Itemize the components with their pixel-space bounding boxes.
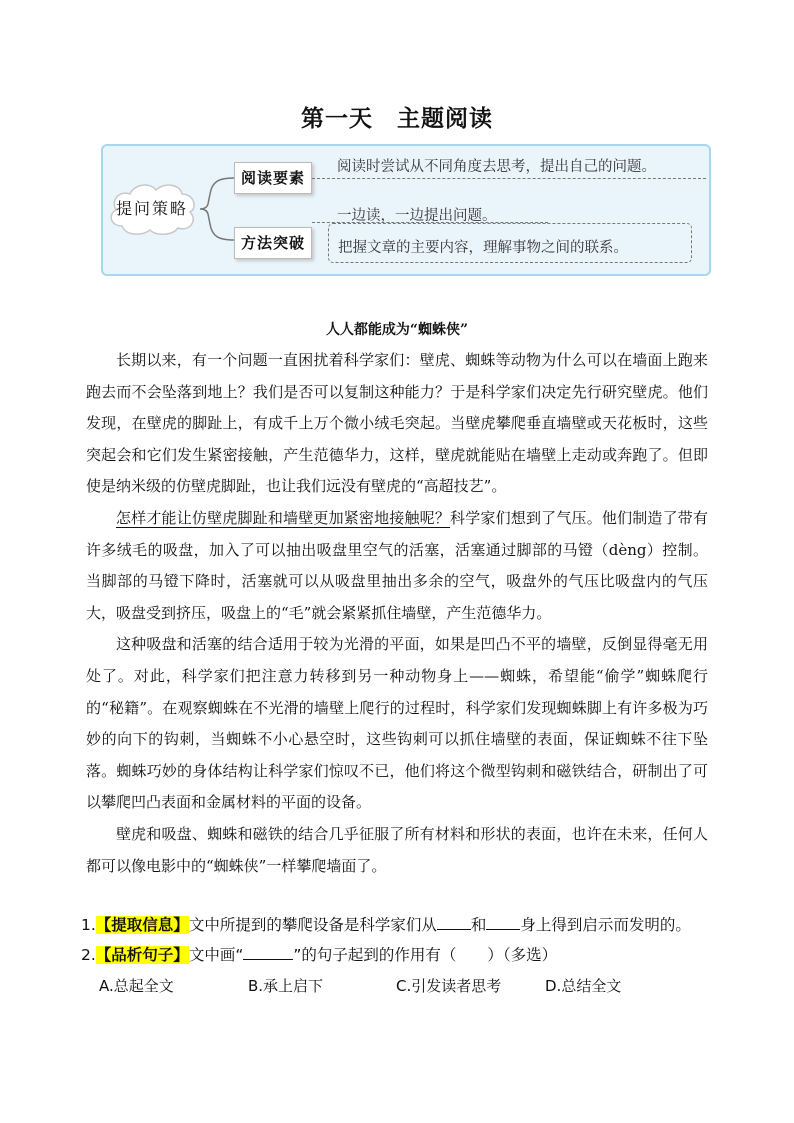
paragraph — [86, 503, 708, 629]
question-2 — [81, 943, 557, 965]
divider — [312, 178, 706, 179]
option-c[interactable]: C.引发读者思考 — [396, 977, 502, 995]
answer-blank[interactable] — [486, 929, 520, 930]
branch-connector — [198, 160, 238, 250]
paragraph-text: 科学家们想到了气压。他们制造了带有许多绒毛的吸盘，加入了可以抽出吸盘里空气的活塞，活塞通过脚部的马镫（dèng）控制。当脚部的马镫下降时，活塞就可以从吸盘里抽出多余的空气，吸盘外的气压比吸盘内的气压大，吸盘受到挤压，吸盘上的“毛”就会紧紧抓住墙壁，产生范德华力。 — [86, 508, 708, 622]
article-body — [86, 345, 708, 882]
underline-sample — [243, 959, 293, 960]
option-b[interactable]: B.承上启下 — [248, 977, 324, 995]
page-title: 第一天 主题阅读 — [301, 106, 493, 132]
underlined-sentence: 怎样才能让仿壁虎脚趾和墙壁更加紧密地接触呢？ — [116, 508, 451, 527]
question-tag: 【品析句子】 — [95, 946, 189, 964]
question-text: 和 — [470, 916, 487, 934]
question-number: 1. — [81, 916, 96, 934]
reading-element-text: 阅读时尝试从不同角度去思考，提出自己的问题。 — [337, 159, 656, 175]
strategy-name: 提问策略 — [115, 199, 188, 218]
answer-blank[interactable] — [437, 929, 471, 930]
question-text: 文中所提到的攀爬设备是科学家们从 — [188, 916, 437, 934]
question-text: ”的句子起到的作用有（ ）（多选） — [293, 946, 558, 964]
question-text: 文中画“ — [188, 946, 244, 964]
method-tag: 方法突破 — [234, 227, 312, 259]
option-d[interactable]: D.总结全文 — [545, 977, 622, 995]
method-text-1: 一边读，一边提出问题。 — [337, 208, 497, 224]
question-text: 身上得到启示而发明的。 — [520, 916, 691, 934]
article-title: 人人都能成为“蜘蛛侠” — [325, 322, 469, 338]
paragraph: 长期以来，有一个问题一直困扰着科学家们：壁虎、蜘蛛等动物为什么可以在墙面上跑来跑去而不会坠落到地上？我们是否可以复制这种能力？于是科学家们决定先行研究壁虎。他们发现，在壁虎的脚趾上，有成千上万个微小绒毛突起。当壁虎攀爬垂直墙壁或天花板时，这些突起会和它们发生紧密接触，产生范德华力，这样，壁虎就能贴在墙壁上走动或奔跑了。但即使是纳米级的仿壁虎脚趾，也让我们远没有壁虎的“高超技艺”。 — [86, 351, 708, 496]
paragraph: 这种吸盘和活塞的结合适用于较为光滑的平面，如果是凹凸不平的墙壁，反倒显得毫无用处了。对此，科学家们把注意力转移到另一种动物身上——蜘蛛，希望能“偷学”蜘蛛爬行的“秘籍”。在观察蜘蛛在不光滑的墙壁上爬行的过程时，科学家们发现蜘蛛脚上有许多极为巧妙的向下的钩刺，当蜘蛛不小心悬空时，这些钩刺可以抓住墙壁的表面，保证蜘蛛不往下坠落。蜘蛛巧妙的身体结构让科学家们惊叹不已，他们将这个微型钩刺和磁铁结合，研制出了可以攀爬凹凸表面和金属材料的平面的设备。 — [86, 635, 708, 812]
method-text-2: 把握文章的主要内容，理解事物之间的联系。 — [338, 240, 628, 256]
option-a[interactable]: A.总起全文 — [99, 977, 174, 995]
question-number: 2. — [81, 946, 96, 964]
question-1 — [81, 913, 691, 935]
reading-element-tag: 阅读要素 — [234, 162, 312, 194]
paragraph: 壁虎和吸盘、蜘蛛和磁铁的结合几乎征服了所有材料和形状的表面，也许在未来，任何人都可以像电影中的“蜘蛛侠”一样攀爬墙面了。 — [86, 824, 708, 875]
question-tag: 【提取信息】 — [95, 916, 189, 934]
